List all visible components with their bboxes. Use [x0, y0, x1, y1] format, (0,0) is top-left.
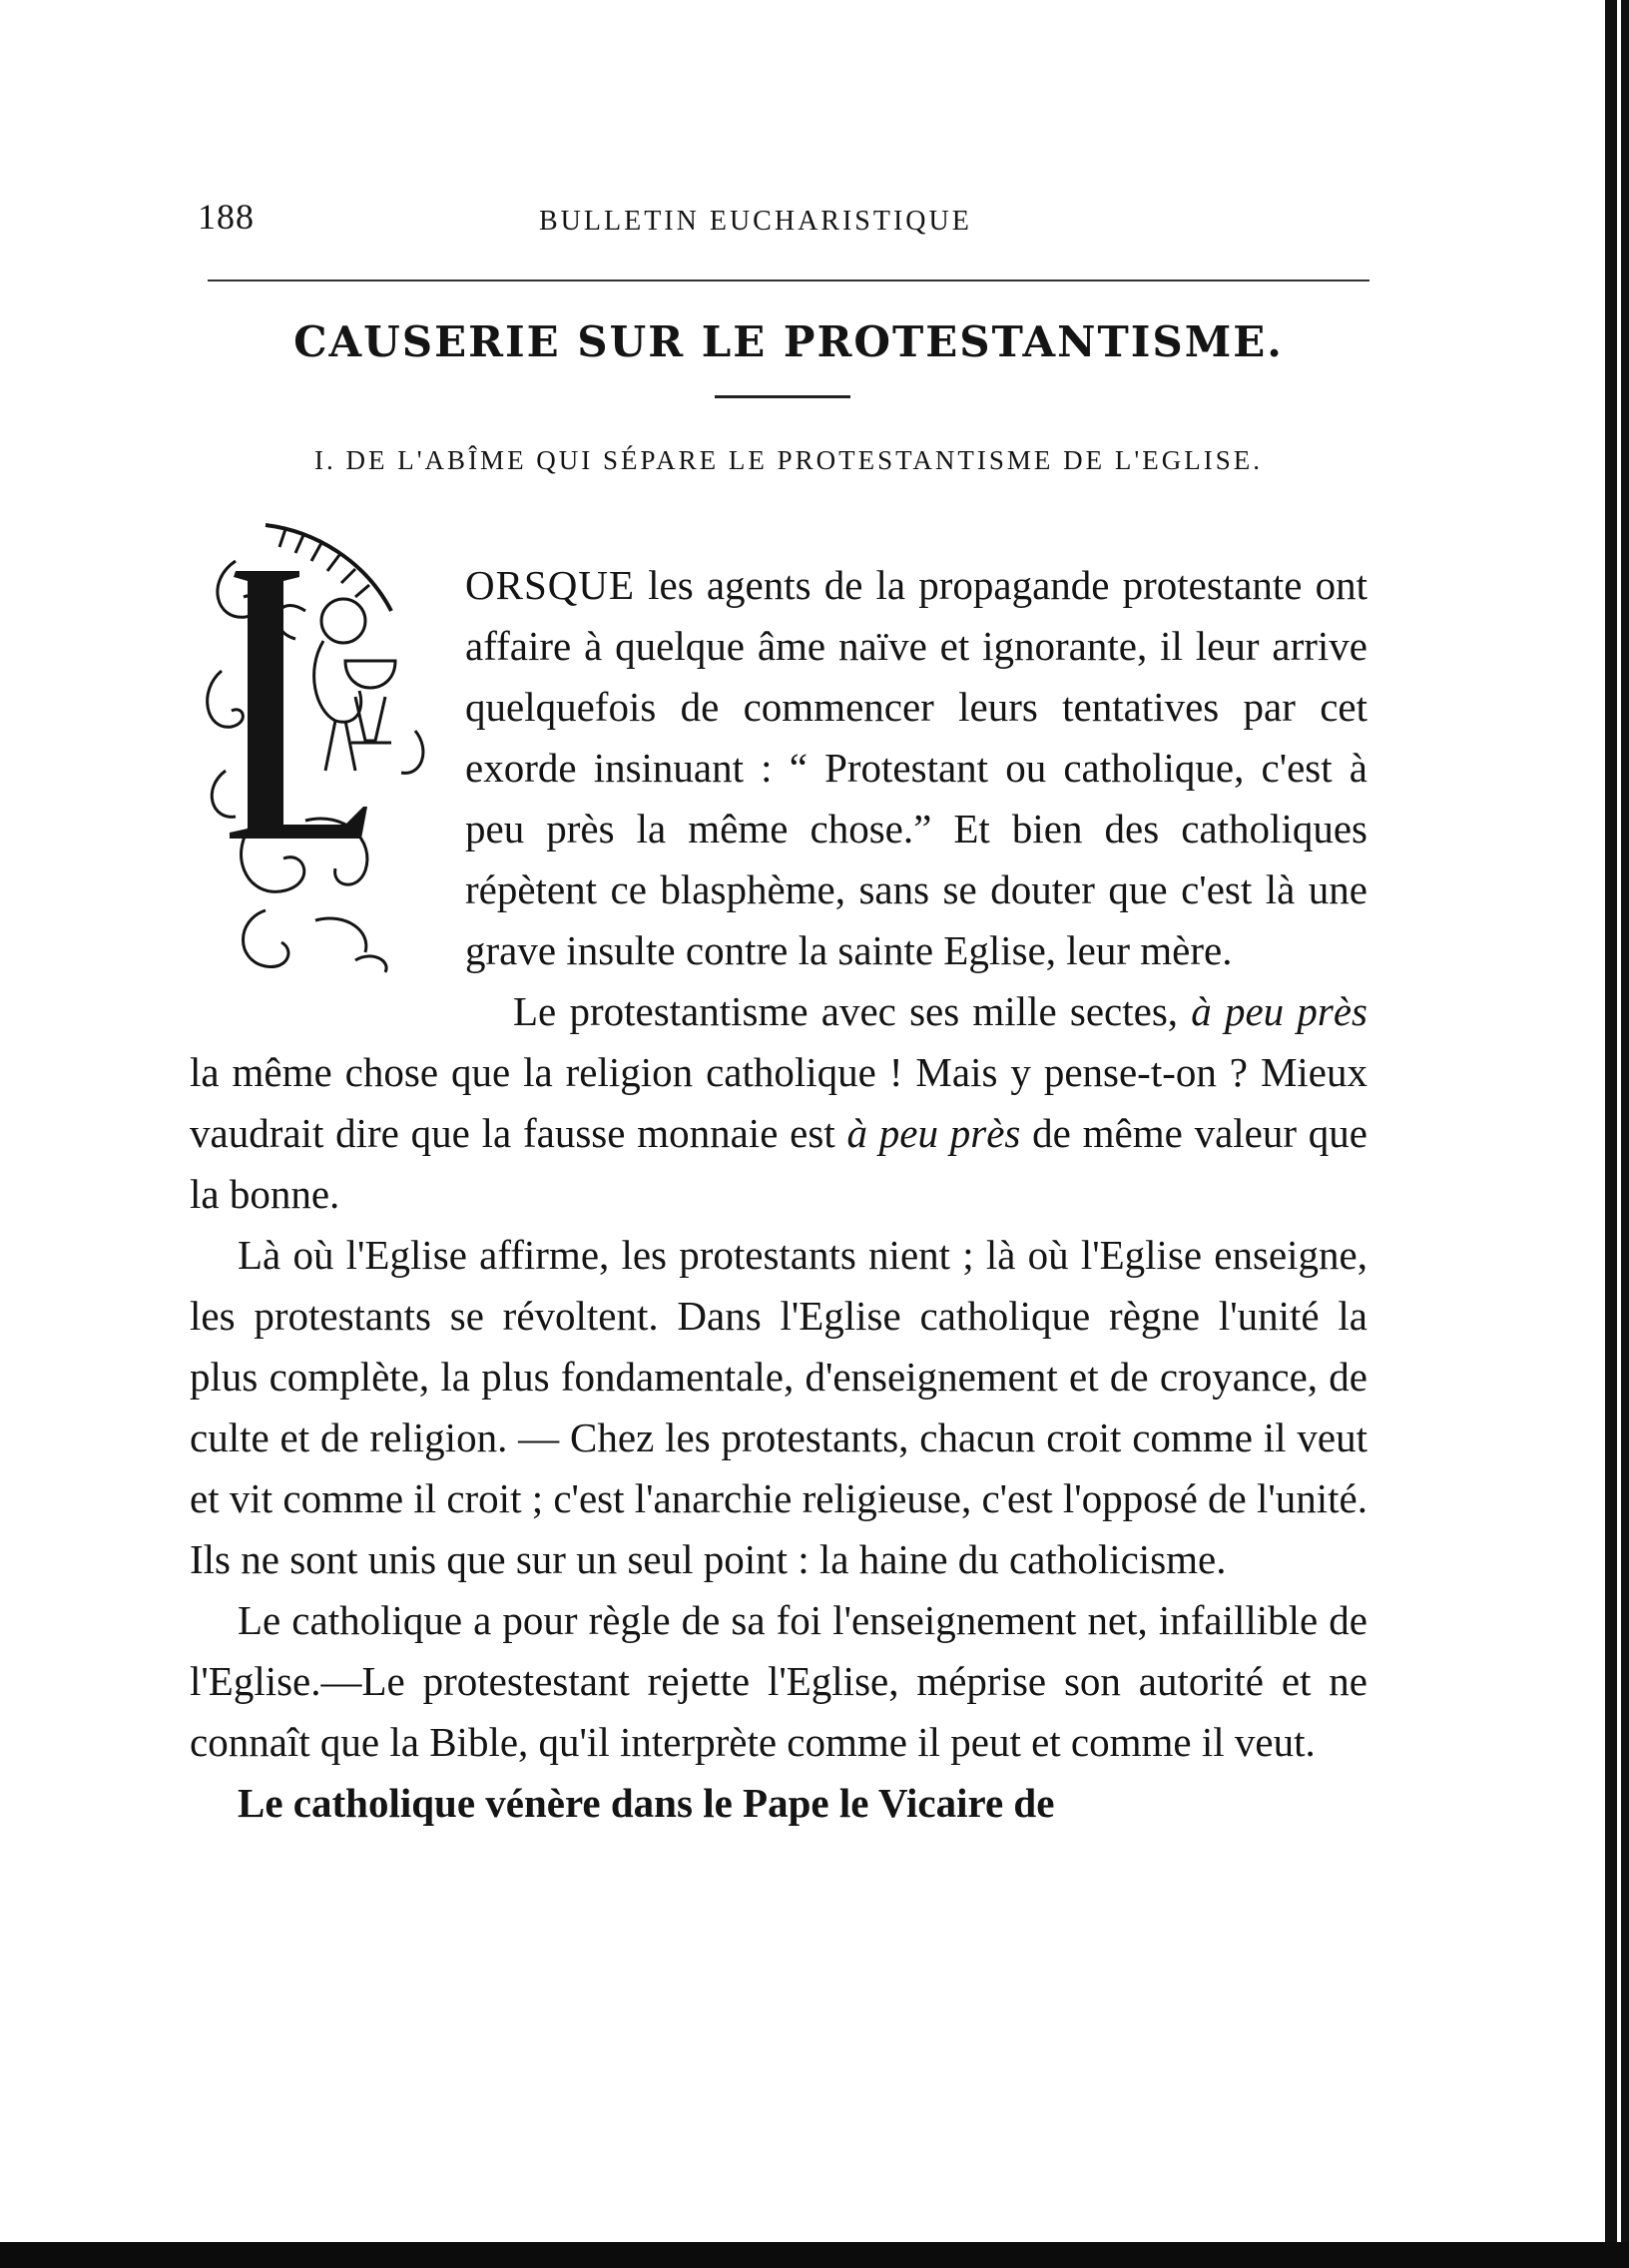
- paragraph-2: [190, 981, 1367, 1225]
- section-heading: I. DE L'ABÎME QUI SÉPARE LE PROTESTANTISME DE L'EGLISE.: [313, 445, 1264, 475]
- paragraph-2-text-b: la même chose que la religion catholique ! Mais y pense-t-on ? Mieux vaudrait dire que la fausse monnaie est: [190, 1049, 1367, 1156]
- title-rule: [715, 395, 850, 398]
- opening-word: ORSQUE: [465, 562, 636, 608]
- paragraph-2-text-a: Le protestantisme avec ses mille sectes,: [513, 988, 1192, 1034]
- scan-border-right: [1597, 0, 1629, 2268]
- drop-cap-spacer: [190, 555, 465, 984]
- article-title: CAUSERIE SUR LE PROTESTANTISME.: [293, 317, 1284, 366]
- article-body: [190, 555, 1367, 1834]
- paragraph-2-text-c: de même valeur que la bonne.: [190, 1110, 1368, 1217]
- paragraph-4: Le catholique a pour règle de sa foi l'enseignement net, infaillible de l'Eglise.—Le protestestant rejette l'Eglise, méprise son autorité et ne connaît que la Bible, qu'il interprète comme il peut et comme il veut.: [190, 1597, 1367, 1765]
- paragraph-3: Là où l'Eglise affirme, les protestants nient ; là où l'Eglise enseigne, les protestants se révoltent. Dans l'Eglise catholique règne l'unité la plus complète, la plus fondamentale, d'enseignement et de croyance, de culte et de religion. — Chez les protestants, chacun croit comme il veut et vit comme il croit ; c'est l'anarchie religieuse, c'est l'opposé de l'unité. Ils ne sont unis que sur un seul point : la haine du catholicisme.: [190, 1232, 1367, 1582]
- italic-phrase: à peu près: [846, 1110, 1021, 1156]
- scan-border-bottom: [0, 2242, 1629, 2268]
- italic-phrase: à peu près: [1191, 988, 1368, 1034]
- running-title: BULLETIN EUCHARISTIQUE: [539, 206, 972, 237]
- paragraph-1: [190, 555, 1367, 981]
- header-rule: [208, 280, 1369, 282]
- page-number: 188: [198, 197, 255, 237]
- paragraph-1-text: les agents de la propagande protestante ont affaire à quelque âme naïve et ignorante, il leur arrive quelquefois de commencer leurs tentatives par cet exorde insinuant : “ Protestant ou catholique, c'est à peu près la même chose.” Et bien des catholiques répètent ce blasphème, sans se douter que c'est là une grave insulte contre la sainte Eglise, leur mère.: [465, 562, 1367, 973]
- paragraph-5: Le catholique vénère dans le Pape le Vicaire de: [238, 1780, 1055, 1826]
